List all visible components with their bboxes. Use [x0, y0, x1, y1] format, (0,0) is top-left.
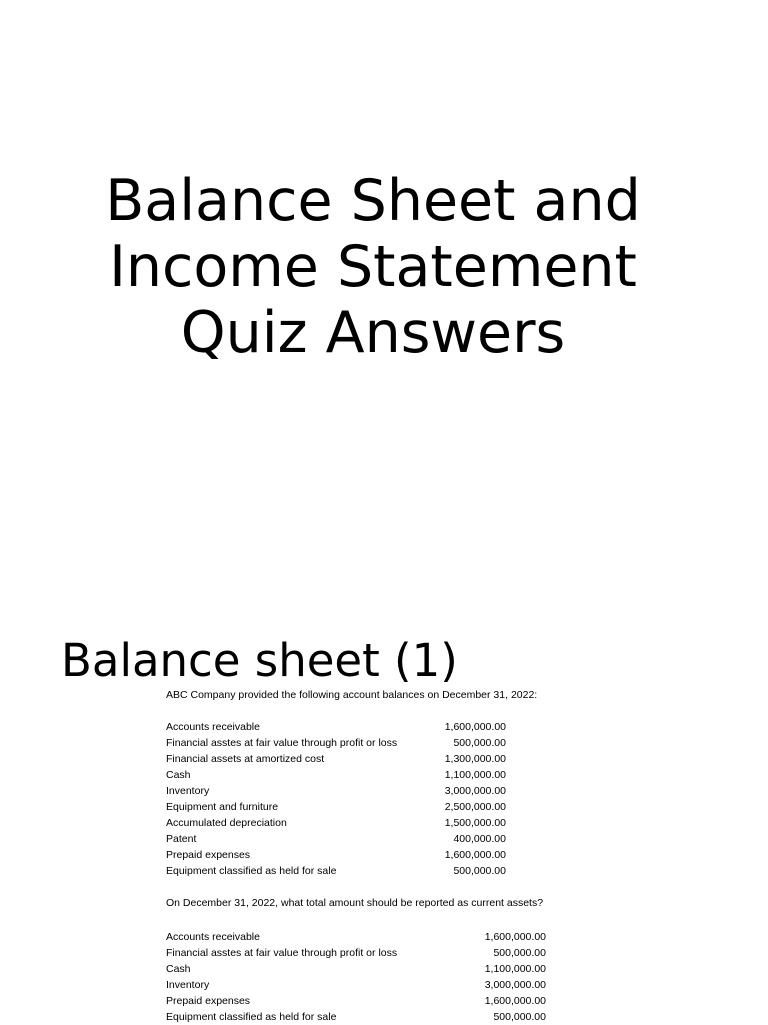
row-amount: 1,100,000.00	[484, 963, 546, 975]
row-label: Accumulated depreciation	[166, 817, 287, 829]
slide-title	[0, 168, 746, 366]
table-row	[166, 783, 586, 799]
table-row	[166, 831, 586, 847]
row-amount: 500,000.00	[493, 1011, 546, 1023]
table-row	[166, 767, 586, 783]
row-amount: 1,600,000.00	[484, 995, 546, 1007]
row-amount: 500,000.00	[453, 865, 506, 877]
row-label: Accounts receivable	[166, 721, 260, 733]
table-row	[166, 847, 586, 863]
spacer	[166, 911, 586, 927]
row-amount: 1,600,000.00	[444, 721, 506, 733]
table-row	[166, 719, 586, 735]
row-label: Financial asstes at fair value through profit or loss	[166, 737, 398, 749]
row-amount: 500,000.00	[453, 737, 506, 749]
row-label: Accounts receivable	[166, 931, 260, 943]
slide-title-line: Income Statement	[109, 234, 637, 300]
row-label: Financial assets at amortized cost	[166, 753, 325, 765]
spacer	[166, 879, 586, 895]
spacer	[166, 703, 586, 719]
row-label: Financial asstes at fair value through profit or loss	[166, 947, 398, 959]
table-row	[166, 945, 586, 961]
row-label: Patent	[166, 833, 197, 845]
current-assets-table	[166, 929, 586, 1025]
row-label: Cash	[166, 769, 191, 781]
row-label: Prepaid expenses	[166, 995, 251, 1007]
slide-title-line: Quiz Answers	[180, 300, 566, 366]
row-amount: 1,600,000.00	[444, 849, 506, 861]
row-amount: 1,100,000.00	[444, 769, 506, 781]
table-row	[166, 735, 586, 751]
row-amount: 1,600,000.00	[484, 931, 546, 943]
problem-excerpt	[166, 687, 586, 1025]
row-label: Equipment classified as held for sale	[166, 865, 337, 877]
row-amount: 3,000,000.00	[484, 979, 546, 991]
table-row	[166, 1009, 586, 1025]
table-row	[166, 977, 586, 993]
row-label: Inventory	[166, 979, 210, 991]
row-label: Equipment classified as held for sale	[166, 1011, 337, 1023]
table-row	[166, 993, 586, 1009]
table-row	[166, 961, 586, 977]
table-row	[166, 799, 586, 815]
question-text: On December 31, 2022, what total amount should be reported as current assets?	[166, 897, 544, 909]
slide-title-line: Balance Sheet and	[105, 168, 641, 234]
row-label: Inventory	[166, 785, 210, 797]
row-label: Cash	[166, 963, 191, 975]
problem-intro: ABC Company provided the following account balances on December 31, 2022:	[166, 689, 538, 701]
row-label: Prepaid expenses	[166, 849, 251, 861]
row-amount: 1,300,000.00	[444, 753, 506, 765]
row-amount: 2,500,000.00	[444, 801, 506, 813]
table-row	[166, 863, 586, 879]
row-amount: 500,000.00	[493, 947, 546, 959]
row-amount: 1,500,000.00	[444, 817, 506, 829]
row-label: Equipment and furniture	[166, 801, 279, 813]
table-row	[166, 929, 586, 945]
table-row	[166, 751, 586, 767]
section-heading: Balance sheet (1)	[61, 634, 458, 687]
row-amount: 400,000.00	[453, 833, 506, 845]
row-amount: 3,000,000.00	[444, 785, 506, 797]
table-row	[166, 815, 586, 831]
account-balances-table	[166, 719, 586, 879]
